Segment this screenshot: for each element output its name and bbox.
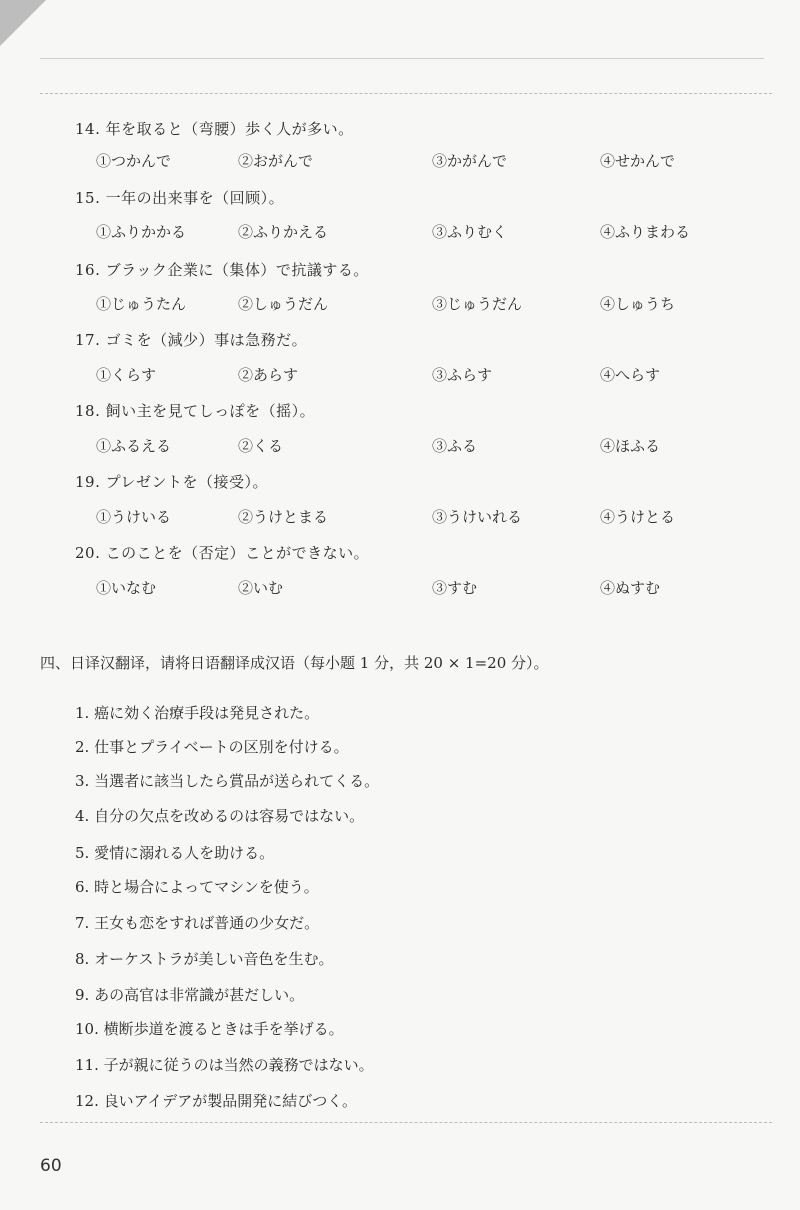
translation-item-5 [75,842,274,863]
options-20 [96,577,760,599]
translation-item-4 [75,805,364,826]
translation-item-12 [75,1090,357,1111]
options-18 [96,435,760,457]
question-text: ゴミを（減少）事は急務だ。 [105,331,308,349]
question-text: 年を取ると（弯腰）歩く人が多い。 [105,120,354,138]
item-number: 8. [75,950,90,968]
option-4: ④うけとる [600,508,676,526]
item-text: 子が親に従うのは当然の義務ではない。 [103,1056,374,1074]
translation-item-3 [75,770,379,791]
translation-item-9 [75,984,304,1005]
option-2: ②あらす [238,366,299,384]
footer-divider [40,1122,772,1123]
translation-item-7 [75,912,319,933]
item-text: 自分の欠点を改めるのは容易ではない。 [94,807,365,825]
item-number: 5. [75,844,90,862]
item-number: 6. [75,878,90,896]
question-18 [75,400,315,421]
question-16 [75,259,369,280]
header-divider [40,93,772,94]
option-4: ④ふりまわる [600,223,691,241]
item-text: 横断歩道を渡るときは手を挙げる。 [103,1020,344,1038]
option-3: ③うけいれる [432,508,523,526]
option-3: ③ふらす [432,366,493,384]
translation-item-2 [75,736,349,757]
question-text: このことを（否定）ことができない。 [105,544,370,562]
option-1: ①じゅうたん [96,295,187,313]
item-text: 仕事とプライベートの区別を付ける。 [94,738,349,756]
question-15 [75,187,284,208]
question-17 [75,329,307,350]
page-number: 60 [40,1156,62,1176]
option-1: ①くらす [96,366,157,384]
translation-item-8 [75,948,334,969]
question-number: 19. [75,473,101,491]
option-1: ①うけいる [96,508,172,526]
section-heading: 四、日译汉翻译，请将日语翻译成汉语（每小题 1 分，共 20 × 1=20 分）。 [40,654,549,672]
question-text: プレゼントを（接受）。 [105,473,269,491]
item-number: 2. [75,738,90,756]
option-2: ②くる [238,437,284,455]
item-text: 愛情に溺れる人を助ける。 [94,844,275,862]
option-4: ④しゅうち [600,295,676,313]
top-rule [40,58,764,59]
item-number: 9. [75,986,90,1004]
item-number: 1. [75,704,90,722]
item-text: 良いアイデアが製品開発に結びつく。 [103,1092,357,1110]
question-19 [75,471,268,492]
item-text: 王女も恋をすれば普通の少女だ。 [94,914,320,932]
item-text: 時と場合によってマシンを使う。 [94,878,319,896]
option-3: ③かがんで [432,152,508,170]
options-19 [96,506,760,528]
option-2: ②うけとまる [238,508,329,526]
question-number: 20. [75,544,101,562]
option-1: ①ふるえる [96,437,172,455]
item-text: オーケストラが美しい音色を生む。 [94,950,334,968]
question-text: ブラック企業に（集体）で抗議する。 [105,261,369,279]
question-number: 15. [75,189,101,207]
translation-item-11 [75,1054,374,1075]
option-3: ③ふりむく [432,223,508,241]
option-2: ②いむ [238,579,284,597]
page-corner-fold [0,0,46,46]
translation-item-6 [75,876,319,897]
option-1: ①いなむ [96,579,157,597]
question-number: 18. [75,402,101,420]
options-17 [96,364,760,386]
question-text: 一年の出来事を（回顾）。 [105,189,285,207]
option-4: ④ほふる [600,437,661,455]
question-text: 飼い主を見てしっぽを（摇）。 [105,402,316,420]
option-2: ②ふりかえる [238,223,329,241]
option-3: ③ふる [432,437,478,455]
question-number: 14. [75,120,101,138]
option-4: ④ぬすむ [600,579,661,597]
question-20 [75,542,369,563]
option-2: ②しゅうだん [238,295,329,313]
option-4: ④へらす [600,366,661,384]
option-1: ①ふりかかる [96,223,187,241]
item-text: 癌に効く治療手段は発見された。 [94,704,320,722]
option-2: ②おがんで [238,152,314,170]
item-number: 11. [75,1056,99,1074]
option-3: ③じゅうだん [432,295,523,313]
item-number: 4. [75,807,90,825]
translation-item-10 [75,1018,344,1039]
options-14 [96,150,760,172]
question-14 [75,118,354,139]
item-number: 3. [75,772,90,790]
item-number: 10. [75,1020,99,1038]
item-text: 当選者に該当したら賞品が送られてくる。 [94,772,380,790]
options-15 [96,221,760,243]
question-number: 17. [75,331,101,349]
option-3: ③すむ [432,579,478,597]
item-text: あの高官は非常識が甚だしい。 [94,986,305,1004]
question-number: 16. [75,261,101,279]
option-1: ①つかんで [96,152,172,170]
options-16 [96,293,760,315]
item-number: 7. [75,914,90,932]
item-number: 12. [75,1092,99,1110]
translation-item-1 [75,702,319,723]
option-4: ④せかんで [600,152,676,170]
